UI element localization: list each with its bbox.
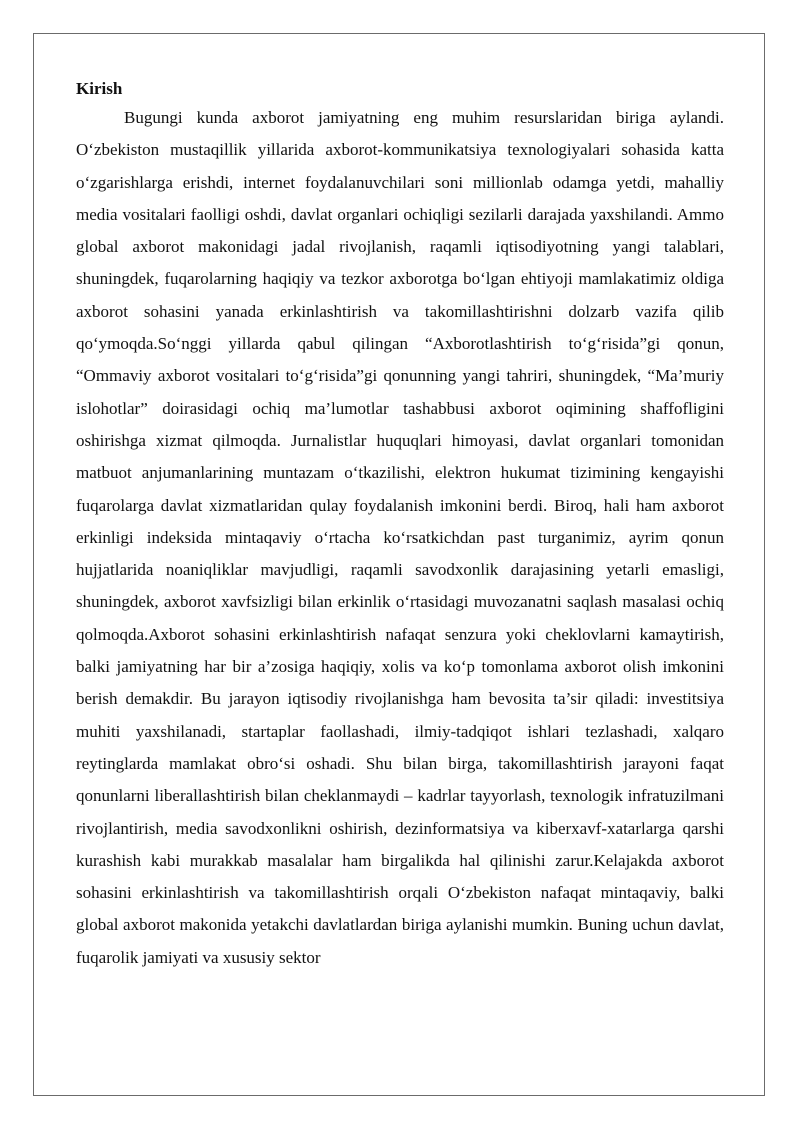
document-content xyxy=(76,75,724,974)
body-paragraph: Bugungi kunda axborot jamiyatning eng muhim resurslaridan biriga aylandi. O‘zbekiston mustaqillik yillarida axborot-kommunikatsiya texnologiyalari sohasida katta o‘zgarishlarga erishdi, internet foydalanuvchilari soni millionlab odamga yetdi, mahalliy media vositalari faolligi oshdi, davlat organlari ochiqligi sezilarli darajada yaxshilandi. Ammo global axborot makonidagi jadal rivojlanish, raqamli iqtisodiyotning yangi talablari, shuningdek, fuqarolarning haqiqiy va tezkor axborotga bo‘lgan ehtiyoji mamlakatimiz oldiga axborot sohasini yanada erkinlashtirish va takomillashtirishni dolzarb vazifa qilib qo‘ymoqda.So‘nggi yillarda qabul qilingan “Axborotlashtirish to‘g‘risida”gi qonun, “Ommaviy axborot vositalari to‘g‘risida”gi qonunning yangi tahriri, shuningdek, “Ma’muriy islohotlar” doirasidagi ochiq ma’lumotlar tashabbusi axborot oqimining shaffofligini oshirishga xizmat qilmoqda. Jurnalistlar huquqlari himoyasi, davlat organlari tomonidan matbuot anjumanlarining muntazam o‘tkazilishi, elektron hukumat tizimining kengayishi fuqarolarga davlat xizmatlaridan qulay foydalanish imkonini berdi. Biroq, hali ham axborot erkinligi indeksida mintaqaviy o‘rtacha ko‘rsatkichdan past turganimiz, ayrim qonun hujjatlarida noaniqliklar mavjudligi, raqamli savodxonlik darajasining yetarli emasligi, shuningdek, axborot xavfsizligi bilan erkinlik o‘rtasidagi muvozanatni saqlash masalasi ochiq qolmoqda.Axborot sohasini erkinlashtirish nafaqat senzura yoki cheklovlarni kamaytirish, balki jamiyatning har bir a’zosiga haqiqiy, xolis va ko‘p tomonlama axborot olish imkonini berish demakdir. Bu jarayon iqtisodiy rivojlanishga ham bevosita ta’sir qiladi: investitsiya muhiti yaxshilanadi, startaplar faollashadi, ilmiy-tadqiqot ishlari tezlashadi, xalqaro reytinglarda mamlakat obro‘si oshadi. Shu bilan birga, takomillashtirish jarayoni faqat qonunlarni liberallashtirish bilan cheklanmaydi – kadrlar tayyorlash, texnologik infratuzilmani rivojlantirish, media savodxonlikni oshirish, dezinformatsiya va kiberxavf-xatarlarga qarshi kurashish kabi murakkab masalalar ham birgalikda hal qilinishi zarur.Kelajakda axborot sohasini erkinlashtirish va takomillashtirish orqali O‘zbekiston nafaqat mintaqaviy, balki global axborot makonida yetakchi davlatlardan biriga aylanishi mumkin. Buning uchun davlat, fuqarolik jamiyati va xususiy sektor xyxy=(76,108,724,967)
section-heading: Kirish xyxy=(76,79,123,98)
